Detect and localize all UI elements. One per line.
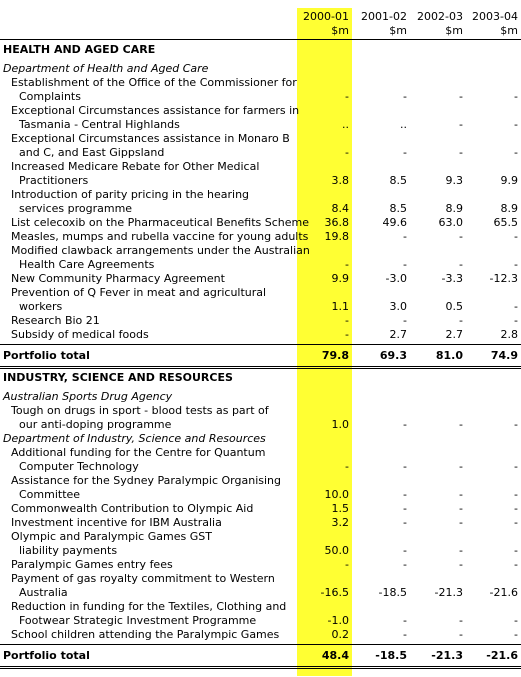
table-row-continued xyxy=(0,572,521,586)
value-cell: - xyxy=(514,118,518,131)
item-label-line: workers xyxy=(19,300,63,313)
table-row xyxy=(0,328,521,342)
table-row xyxy=(0,202,521,216)
table-row xyxy=(0,300,521,314)
portfolio-total-row xyxy=(0,349,521,363)
value-cell: 79.8 xyxy=(321,349,349,362)
value-cell: 49.6 xyxy=(382,216,407,229)
department-heading xyxy=(0,62,521,76)
value-cell: - xyxy=(345,258,349,271)
item-label-line: Increased Medicare Rebate for Other Medical xyxy=(11,160,260,173)
value-cell: -21.6 xyxy=(489,586,518,599)
value-cell: -21.3 xyxy=(434,586,463,599)
value-cell: - xyxy=(514,258,518,271)
value-cell: - xyxy=(514,614,518,627)
item-label-line: Australia xyxy=(19,586,68,599)
value-cell: - xyxy=(514,502,518,515)
total-rule-top xyxy=(0,644,521,645)
item-label-line: services programme xyxy=(19,202,133,215)
table-row xyxy=(0,90,521,104)
value-cell: - xyxy=(514,558,518,571)
value-cell: - xyxy=(459,146,463,159)
col-header-unit-2: $m xyxy=(445,24,463,37)
col-header-year-3: 2003-04 xyxy=(472,10,518,23)
value-cell: -12.3 xyxy=(489,272,518,285)
value-cell: 3.8 xyxy=(331,174,349,187)
table-row xyxy=(0,628,521,642)
value-cell: 9.9 xyxy=(331,272,349,285)
value-cell: 69.3 xyxy=(379,349,407,362)
table-row xyxy=(0,614,521,628)
item-label-line: Introduction of parity pricing in the hearing xyxy=(11,188,250,201)
department-heading xyxy=(0,432,521,446)
table-row xyxy=(0,558,521,572)
item-label-line: List celecoxib on the Pharmaceutical Benefits Scheme xyxy=(11,216,309,229)
value-cell: 2.7 xyxy=(445,328,463,341)
value-cell: - xyxy=(514,300,518,313)
value-cell: 9.9 xyxy=(500,174,518,187)
value-cell: - xyxy=(459,502,463,515)
table-row-continued xyxy=(0,104,521,118)
item-label-line: Committee xyxy=(19,488,81,501)
item-label-line: Practitioners xyxy=(19,174,89,187)
item-label-line: liability payments xyxy=(19,544,118,557)
item-label-line: Payment of gas royalty commitment to Western xyxy=(11,572,275,585)
value-cell: -1.0 xyxy=(327,614,349,627)
value-cell: 2.7 xyxy=(389,328,407,341)
value-cell: -18.5 xyxy=(375,649,407,662)
value-cell: 1.5 xyxy=(331,502,349,515)
item-label-line: Exceptional Circumstances assistance for farmers in xyxy=(11,104,300,117)
table-row xyxy=(0,544,521,558)
table-row-continued xyxy=(0,446,521,460)
department-heading-label: Department of Industry, Science and Resources xyxy=(3,432,266,445)
value-cell: - xyxy=(403,314,407,327)
value-cell: - xyxy=(345,460,349,473)
value-cell: - xyxy=(459,558,463,571)
value-cell: 9.3 xyxy=(445,174,463,187)
table-row-continued xyxy=(0,160,521,174)
col-header-unit-0: $m xyxy=(331,24,349,37)
item-label-line: Modified clawback arrangements under the Australian xyxy=(11,244,310,257)
value-cell: - xyxy=(459,516,463,529)
value-cell: 3.0 xyxy=(389,300,407,313)
item-label-line: Tasmania - Central Highlands xyxy=(19,118,180,131)
table-row-continued xyxy=(0,286,521,300)
value-cell: 48.4 xyxy=(321,649,349,662)
item-label-line: Health Care Agreements xyxy=(19,258,155,271)
item-label-line: New Community Pharmacy Agreement xyxy=(11,272,225,285)
value-cell: - xyxy=(514,146,518,159)
col-header-unit-3: $m xyxy=(500,24,518,37)
value-cell: - xyxy=(459,230,463,243)
value-cell: - xyxy=(514,544,518,557)
table-row-continued xyxy=(0,600,521,614)
header-rule xyxy=(0,39,521,40)
department-heading-label: Department of Health and Aged Care xyxy=(3,62,209,75)
table-row xyxy=(0,488,521,502)
table-row xyxy=(0,258,521,272)
value-cell: -3.3 xyxy=(441,272,463,285)
item-label-line: Assistance for the Sydney Paralympic Organising xyxy=(11,474,281,487)
value-cell: - xyxy=(514,314,518,327)
value-cell: -18.5 xyxy=(378,586,407,599)
table-row xyxy=(0,272,521,286)
value-cell: 74.9 xyxy=(490,349,518,362)
value-cell: - xyxy=(403,502,407,515)
value-cell: -21.6 xyxy=(486,649,518,662)
value-cell: - xyxy=(403,90,407,103)
table-row xyxy=(0,174,521,188)
value-cell: .. xyxy=(342,118,349,131)
item-label-line: Complaints xyxy=(19,90,81,103)
value-cell: .. xyxy=(400,118,407,131)
item-label-line: Establishment of the Office of the Commissioner for xyxy=(11,76,297,89)
item-label-line: Paralympic Games entry fees xyxy=(11,558,173,571)
value-cell: - xyxy=(345,146,349,159)
value-cell: - xyxy=(403,258,407,271)
value-cell: - xyxy=(403,460,407,473)
value-cell: 0.2 xyxy=(331,628,349,641)
value-cell: 65.5 xyxy=(493,216,518,229)
value-cell: 0.5 xyxy=(445,300,463,313)
item-label-line: Computer Technology xyxy=(19,460,139,473)
table-row xyxy=(0,146,521,160)
item-label-line: School children attending the Paralympic Games xyxy=(11,628,280,641)
table-row-continued xyxy=(0,76,521,90)
value-cell: 10.0 xyxy=(324,488,349,501)
item-label-line: and C, and East Gippsland xyxy=(19,146,165,159)
portfolio-heading xyxy=(0,43,521,57)
col-header-year-2: 2002-03 xyxy=(417,10,463,23)
item-label-line: Prevention of Q Fever in meat and agricultural xyxy=(11,286,267,299)
value-cell: - xyxy=(403,516,407,529)
value-cell: -3.0 xyxy=(385,272,407,285)
value-cell: - xyxy=(403,488,407,501)
table-row-continued xyxy=(0,530,521,544)
value-cell: - xyxy=(459,628,463,641)
item-label-line: Olympic and Paralympic Games GST xyxy=(11,530,212,543)
value-cell: -16.5 xyxy=(320,586,349,599)
table-row-continued xyxy=(0,188,521,202)
value-cell: 8.9 xyxy=(500,202,518,215)
value-cell: 2.8 xyxy=(500,328,518,341)
value-cell: - xyxy=(514,516,518,529)
value-cell: - xyxy=(514,488,518,501)
value-cell: - xyxy=(459,460,463,473)
total-rule-bottom xyxy=(0,366,521,369)
table-row xyxy=(0,586,521,600)
value-cell: - xyxy=(345,558,349,571)
value-cell: - xyxy=(459,314,463,327)
table-row xyxy=(0,516,521,530)
portfolio-heading-label: HEALTH AND AGED CARE xyxy=(3,43,156,56)
portfolio-heading-label: INDUSTRY, SCIENCE AND RESOURCES xyxy=(3,371,233,384)
value-cell: - xyxy=(514,418,518,431)
value-cell: - xyxy=(459,90,463,103)
value-cell: - xyxy=(459,544,463,557)
total-rule-bottom xyxy=(0,666,521,669)
value-cell: - xyxy=(345,328,349,341)
col-header-unit-1: $m xyxy=(389,24,407,37)
value-cell: 8.9 xyxy=(445,202,463,215)
item-label-line: Investment incentive for IBM Australia xyxy=(11,516,222,529)
value-cell: - xyxy=(403,628,407,641)
value-cell: - xyxy=(403,558,407,571)
value-cell: 8.5 xyxy=(389,202,407,215)
value-cell: - xyxy=(403,146,407,159)
portfolio-total-row xyxy=(0,649,521,663)
department-heading-label: Australian Sports Drug Agency xyxy=(3,390,173,403)
table-row-continued xyxy=(0,132,521,146)
value-cell: - xyxy=(514,230,518,243)
table-row-continued xyxy=(0,404,521,418)
value-cell: - xyxy=(459,488,463,501)
value-cell: - xyxy=(403,418,407,431)
item-label-line: Measles, mumps and rubella vaccine for young adults xyxy=(11,230,309,243)
value-cell: - xyxy=(403,544,407,557)
value-cell: 81.0 xyxy=(435,349,463,362)
item-label-line: Subsidy of medical foods xyxy=(11,328,149,341)
total-rule-top xyxy=(0,344,521,345)
value-cell: - xyxy=(514,90,518,103)
item-label-line: Reduction in funding for the Textiles, Clothing and xyxy=(11,600,287,613)
value-cell: 1.0 xyxy=(331,418,349,431)
value-cell: - xyxy=(459,258,463,271)
item-label-line: Tough on drugs in sport - blood tests as part of xyxy=(11,404,269,417)
col-header-year-1: 2001-02 xyxy=(361,10,407,23)
value-cell: 3.2 xyxy=(331,516,349,529)
table-row xyxy=(0,118,521,132)
value-cell: 19.8 xyxy=(324,230,349,243)
item-label-line: Exceptional Circumstances assistance in Monaro B xyxy=(11,132,290,145)
col-header-year-0: 2000-01 xyxy=(303,10,349,23)
item-label-line: Additional funding for the Centre for Quantum xyxy=(11,446,266,459)
value-cell: - xyxy=(403,230,407,243)
table-row xyxy=(0,314,521,328)
value-cell: -21.3 xyxy=(431,649,463,662)
value-cell: 8.5 xyxy=(389,174,407,187)
portfolio-total-label: Portfolio total xyxy=(3,349,90,362)
value-cell: - xyxy=(459,118,463,131)
department-heading xyxy=(0,390,521,404)
table-row xyxy=(0,460,521,474)
item-label-line: Research Bio 21 xyxy=(11,314,100,327)
value-cell: - xyxy=(403,614,407,627)
value-cell: - xyxy=(345,314,349,327)
table-row-continued xyxy=(0,474,521,488)
table-row xyxy=(0,216,521,230)
portfolio-heading xyxy=(0,371,521,385)
table-row xyxy=(0,502,521,516)
table-row xyxy=(0,418,521,432)
value-cell: - xyxy=(459,614,463,627)
table-row xyxy=(0,230,521,244)
value-cell: - xyxy=(459,418,463,431)
value-cell: - xyxy=(514,460,518,473)
value-cell: 36.8 xyxy=(324,216,349,229)
value-cell: 8.4 xyxy=(331,202,349,215)
value-cell: 63.0 xyxy=(438,216,463,229)
table-row-continued xyxy=(0,244,521,258)
value-cell: 50.0 xyxy=(324,544,349,557)
item-label-line: Footwear Strategic Investment Programme xyxy=(19,614,257,627)
item-label-line: our anti-doping programme xyxy=(19,418,172,431)
portfolio-total-label: Portfolio total xyxy=(3,649,90,662)
value-cell: 1.1 xyxy=(331,300,349,313)
value-cell: - xyxy=(345,90,349,103)
value-cell: - xyxy=(514,628,518,641)
item-label-line: Commonwealth Contribution to Olympic Aid xyxy=(11,502,254,515)
